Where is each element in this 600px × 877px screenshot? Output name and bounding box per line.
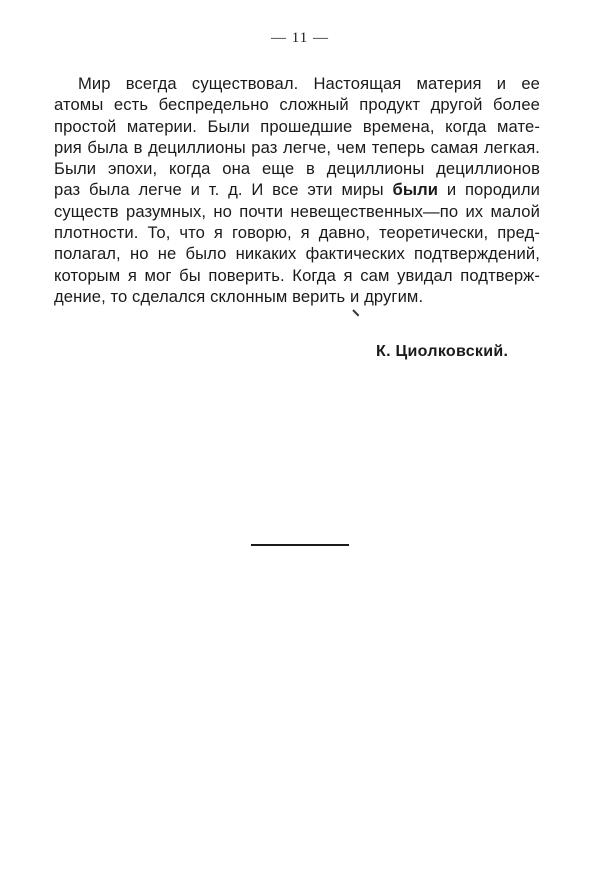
emphasized-word: были	[392, 180, 439, 200]
page-number: — 11 —	[271, 30, 329, 46]
text-line: атомы есть беспредельно сложный продукт другой более	[54, 95, 540, 115]
text-line: рия была в дециллионы раз легче, чем теперь самая легкая.	[54, 137, 540, 157]
text-line	[54, 179, 540, 200]
text-line: полагал, но не было никаких фактических подтверждений,	[54, 244, 540, 264]
section-divider	[251, 544, 349, 546]
text-line: плотности. То, что я говорю, я давно, теоретически, пред-	[54, 223, 540, 243]
text-line: простой материи. Были прошедшие времена, когда мате-	[54, 116, 540, 136]
body-paragraph	[54, 73, 540, 307]
text-line: существ разумных, но почти невещественных—по их малой	[54, 201, 540, 221]
text-line: Были эпохи, когда она еще в дециллионы дециллионов	[54, 159, 540, 179]
text-line: которым я мог бы поверить. Когда я сам увидал подтверж-	[54, 265, 540, 285]
text-segment: раз была легче и т. д. И все эти миры	[54, 180, 393, 200]
author-signature: К. Циолковский.	[376, 343, 509, 360]
text-segment: и породили	[438, 180, 540, 200]
stray-mark	[353, 309, 360, 316]
text-line: дение, то сделался склонным верить и другим.	[54, 286, 424, 306]
text-line: Мир всегда существовал. Настоящая материя и ее	[78, 74, 540, 93]
